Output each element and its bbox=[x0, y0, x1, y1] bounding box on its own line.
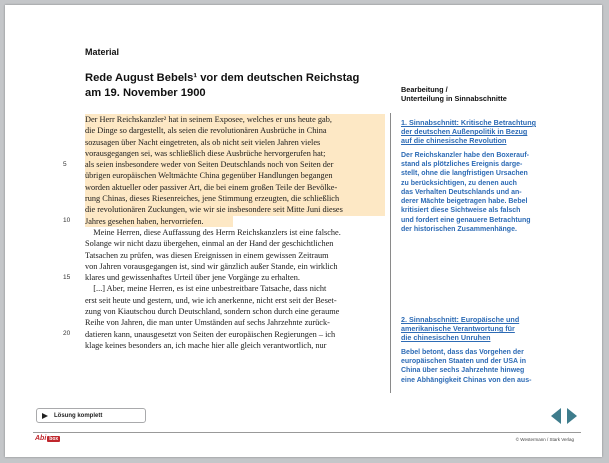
text-line: datieren kann, unausgesetzt von Seiten der europäischen Regierungen – ich bbox=[85, 329, 336, 339]
text-line: [...] Aber, meine Herren, es ist eine unbestreitbare Tatsache, dass nicht bbox=[85, 284, 327, 294]
text-line: Der Herr Reichskanzler² hat in seinem Exposee, welches er uns heute gab, bbox=[85, 114, 385, 125]
section-2 bbox=[401, 315, 551, 385]
line-number: 5 bbox=[63, 160, 67, 168]
annotation-header bbox=[401, 85, 551, 103]
next-page-icon[interactable] bbox=[567, 408, 577, 424]
text-line: Meine Herren, diese Auffassung des Herrn Reichskanzlers ist eine falsche. bbox=[85, 227, 341, 237]
worksheet-page bbox=[5, 5, 602, 457]
text-line: sozusagen über Nacht eingetreten, als ob nicht seit vielen Jahren vieles bbox=[85, 137, 385, 148]
source-text bbox=[85, 114, 385, 351]
section-title-line: die chinesischen Unruhen bbox=[401, 333, 491, 343]
play-icon bbox=[42, 413, 48, 419]
section-label: Material bbox=[85, 47, 120, 57]
abibox-logo bbox=[35, 435, 60, 442]
text-line: vorausgegangen sei, was schließlich diese Ausbrüche hervorgerufen hat; bbox=[85, 148, 385, 159]
section-title-line: amerikanische Verantwortung für bbox=[401, 324, 515, 334]
section-title-line: 1. Sinnabschnitt: Kritische Betrachtung bbox=[401, 118, 536, 127]
annotation-header-line: Unterteilung in Sinnabschnitte bbox=[401, 94, 507, 103]
section-summary-line: China über sechs Jahrzehnte hinweg bbox=[401, 367, 525, 375]
section-summary-line: stand als plötzliches Ereignis darge- bbox=[401, 160, 523, 168]
text-line: als seien insbesondere weder von Seiten Deutschlands noch von Seiten der bbox=[85, 159, 385, 170]
line-number: 15 bbox=[63, 273, 71, 281]
section-summary-line: Bebel betont, dass das Vorgehen der bbox=[401, 348, 524, 356]
section-title-line: 2. Sinnabschnitt: Europäische und bbox=[401, 315, 520, 324]
column-divider bbox=[390, 113, 391, 393]
text-line: worden aktueller oder passiver Art, die bei einem großen Teile der Bevölke- bbox=[85, 182, 385, 193]
text-line: Jahres gesehen haben, hervorriefen. bbox=[85, 216, 233, 227]
section-summary-line: das Verhalten Deutschlands und an- bbox=[401, 188, 522, 196]
text-line: von Jahren vorausgegangen ist, sind wir gänzlich außer Stande, ein wirklich bbox=[85, 261, 338, 271]
text-line: zung von Kiautschou durch Deutschland, sondern schon durch eine geraume bbox=[85, 307, 340, 317]
solution-complete-button[interactable] bbox=[36, 408, 146, 423]
section-summary-line: stellt, ohne die langfristigen Ursachen bbox=[401, 170, 528, 178]
section-summary-line: europäischen Staaten und der USA in bbox=[401, 357, 526, 365]
section-summary-line: zu berücksichtigen, zu denen auch bbox=[401, 179, 517, 187]
line-number: 10 bbox=[63, 217, 71, 225]
line-number: 20 bbox=[63, 330, 71, 338]
text-line: rung Chinas, dieses Riesenreiches, jene Stimmung erzeugten, die schließlich bbox=[85, 193, 385, 204]
section-summary-line: eine Abhängigkeit Chinas von den aus- bbox=[401, 376, 532, 384]
text-line: Tatsachen zu prüfen, was diesen Ereignissen in einem gewissen Zeitraum bbox=[85, 250, 329, 260]
annotation-header-line: Bearbeitung / bbox=[401, 85, 448, 94]
text-line: erst seit heute und gestern, und, wie ich anerkenne, nicht erst seit der Beset- bbox=[85, 295, 337, 305]
publisher-credit: © Westermann / Stark Verlag bbox=[515, 437, 574, 442]
section-summary-line: Der Reichskanzler habe den Boxerauf- bbox=[401, 151, 529, 159]
text-line: Solange wir nicht dazu übergehen, einmal an der Hand der geschichtlichen bbox=[85, 239, 334, 249]
section-title-line: auf die chinesische Revolution bbox=[401, 136, 507, 146]
section-2-title[interactable] bbox=[401, 315, 551, 343]
text-line: die Dinge so dargestellt, als seien die revolutionären Ausbrüche in China bbox=[85, 125, 385, 136]
solution-button-label: Lösung komplett bbox=[54, 412, 103, 419]
text-line: klares und gewissenhaftes Urteil über jene Vorgänge zu erhalten. bbox=[85, 273, 300, 283]
section-summary-line: und fordert eine genauere Betrachtung bbox=[401, 216, 531, 224]
logo-text: Abi bbox=[35, 435, 47, 442]
section-1-summary bbox=[401, 151, 551, 235]
section-summary-line: kritisiert diese Sichtweise als falsch bbox=[401, 207, 521, 215]
section-1 bbox=[401, 118, 551, 234]
footer-divider bbox=[33, 432, 581, 433]
section-summary-line: der historischen Zusammenhänge. bbox=[401, 225, 517, 233]
logo-badge: box bbox=[49, 435, 59, 442]
section-2-summary bbox=[401, 348, 551, 385]
text-line: klage keines besonders an, ich mache hier alle gleich verantwortlich, nur bbox=[85, 340, 327, 350]
section-title-line: der deutschen Außenpolitik in Bezug bbox=[401, 127, 528, 137]
text-line: die revolutionären Zuckungen, wie wir sie insbesondere seit Mitte Juni dieses bbox=[85, 204, 385, 215]
section-1-title[interactable] bbox=[401, 118, 551, 146]
text-line: Reihe von Jahren, die man unter Umständen auf sechs Jahrzehnte zurück- bbox=[85, 318, 330, 328]
document-title: Rede August Bebels¹ vor dem deutschen Reichstag am 19. November 1900 bbox=[85, 72, 360, 99]
previous-page-icon[interactable] bbox=[551, 408, 561, 424]
section-summary-line: derer Mächte beigetragen habe. Bebel bbox=[401, 198, 528, 206]
text-line: übrigen europäischen Weltmächte China gegenüber Handlungen begangen bbox=[85, 170, 385, 181]
